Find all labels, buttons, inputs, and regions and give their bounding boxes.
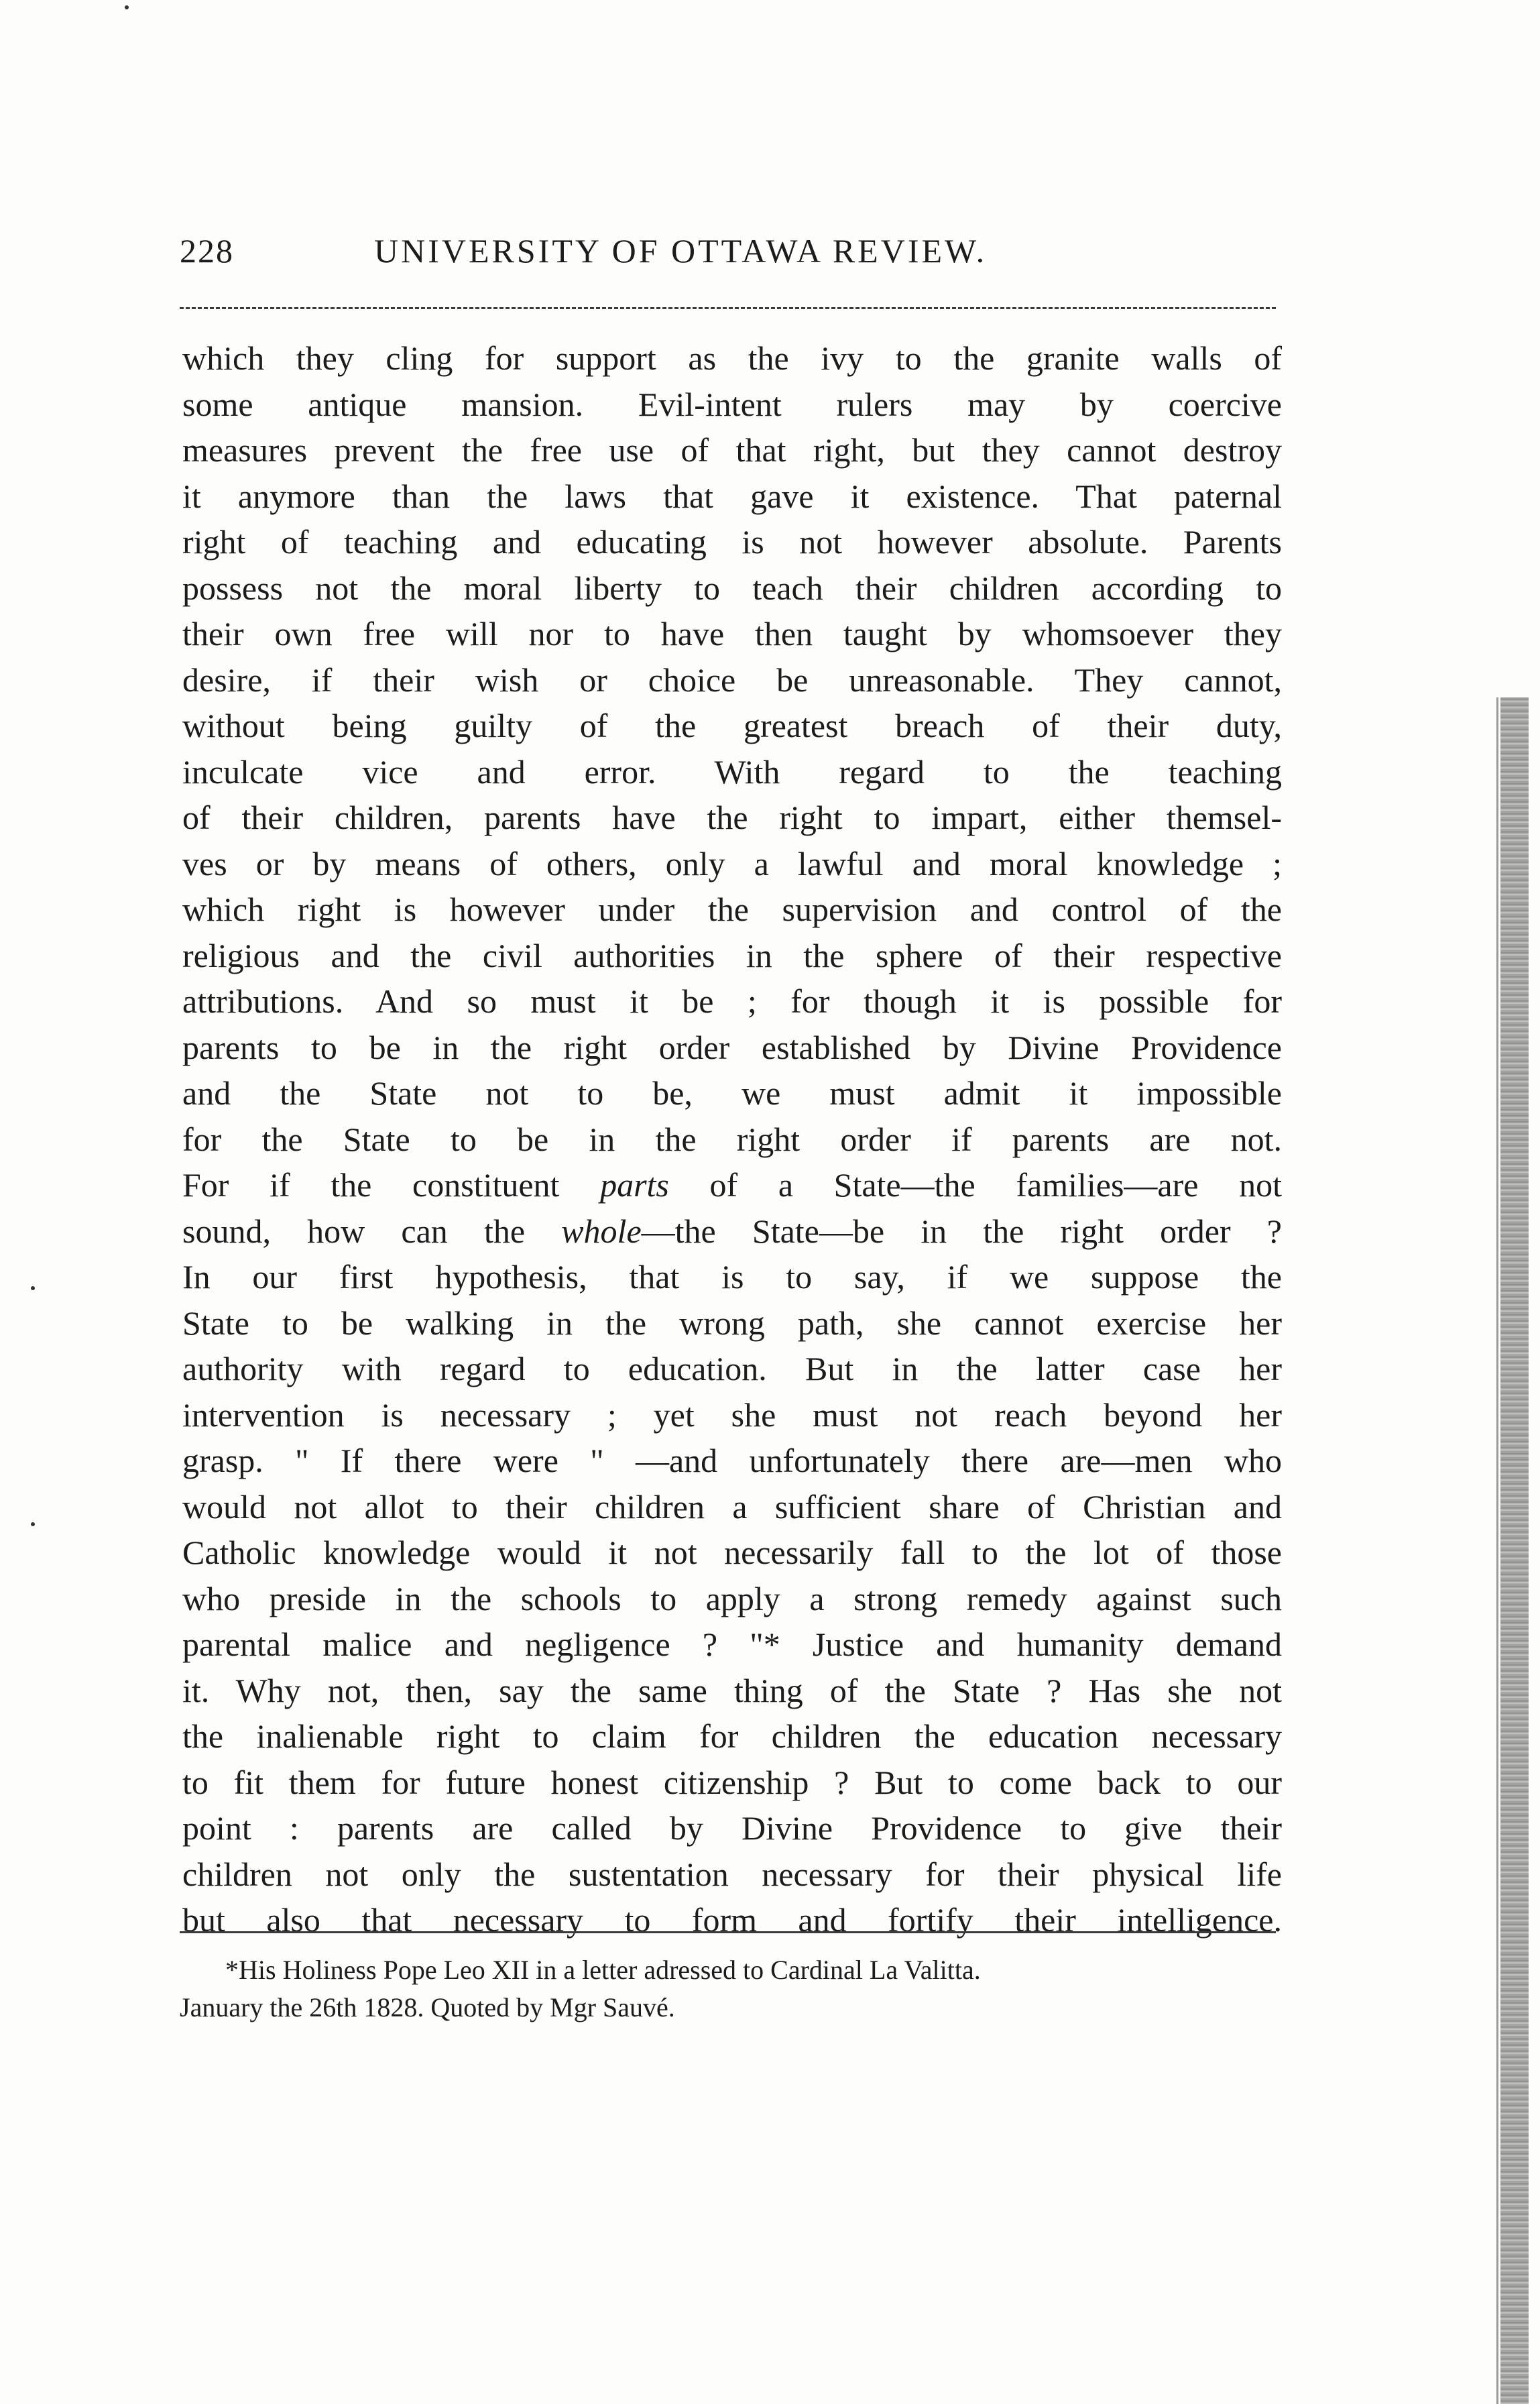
body-line: which they cling for support as the ivy to the granite walls of: [182, 339, 1282, 377]
body-line: measures prevent the free use of that right, but they cannot destroy: [182, 431, 1282, 469]
scan-speck: [31, 1286, 35, 1290]
body-line: would not allot to their children a sufficient share of Christian and: [182, 1487, 1282, 1526]
body-line: and the State not to be, we must admit it impossible: [182, 1074, 1282, 1112]
page-number: 228: [180, 232, 234, 270]
body-line: intervention is necessary ; yet she must not reach beyond her: [182, 1395, 1282, 1434]
body-line: possess not the moral liberty to teach their children according to: [182, 569, 1282, 607]
body-line: it. Why not, then, say the same thing of the State ? Has she not: [182, 1671, 1282, 1709]
body-line: desire, if their wish or choice be unreasonable. They cannot,: [182, 661, 1282, 699]
body-line: State to be walking in the wrong path, she cannot exercise her: [182, 1304, 1282, 1342]
body-line: the inalienable right to claim for children the education necessary: [182, 1717, 1282, 1755]
body-line: it anymore than the laws that gave it existence. That paternal: [182, 477, 1282, 515]
body-line: without being guilty of the greatest breach of their duty,: [182, 707, 1282, 744]
body-line: parents to be in the right order established by Divine Providence: [182, 1028, 1282, 1066]
running-title: UNIVERSITY OF OTTAWA REVIEW.: [374, 232, 988, 270]
body-line: ves or by means of others, only a lawful and moral knowledge ;: [182, 844, 1282, 882]
body-line: children not only the sustentation necessary for their physical life: [182, 1855, 1282, 1893]
body-line: parental malice and negligence ? "* Justice and humanity demand: [182, 1625, 1282, 1663]
body-line: point : parents are called by Divine Providence to give their: [182, 1809, 1282, 1847]
scan-speck: [31, 1522, 35, 1526]
body-line: but also that necessary to form and fortify their intelligence.: [182, 1901, 1282, 1939]
page-edge-line: [1496, 697, 1498, 2404]
body-line: some antique mansion. Evil-intent rulers may by coercive: [182, 385, 1282, 423]
body-line: to fit them for future honest citizenship ? But to come back to our: [182, 1763, 1282, 1801]
body-line: who preside in the schools to apply a strong remedy against such: [182, 1579, 1282, 1617]
body-line: For if the constituent parts of a State—the families—are not: [182, 1166, 1282, 1204]
scan-speck: [125, 5, 129, 9]
body-line: right of teaching and educating is not however absolute. Parents: [182, 523, 1282, 561]
body-line: In our first hypothesis, that is to say, if we suppose the: [182, 1258, 1282, 1296]
body-text: [182, 335, 1282, 1943]
italic-word: parts: [600, 1166, 669, 1204]
footnote-line: January the 26th 1828. Quoted by Mgr Sauvé.: [180, 1992, 675, 2022]
body-line: authority with regard to education. But in the latter case her: [182, 1350, 1282, 1387]
footnote-line: *His Holiness Pope Leo XII in a letter adressed to Cardinal La Valitta.: [225, 1955, 981, 1985]
body-line: grasp. " If there were " —and unfortunately there are—men who: [182, 1442, 1282, 1479]
italic-word: whole: [561, 1212, 642, 1250]
body-line: their own free will nor to have then taught by whomsoever they: [182, 615, 1282, 652]
page-header: [180, 231, 1286, 285]
body-line: Catholic knowledge would it not necessarily fall to the lot of those: [182, 1534, 1282, 1571]
body-line: for the State to be in the right order if parents are not.: [182, 1120, 1282, 1158]
page-edge-strip: [1500, 697, 1529, 2404]
footnote-rule: [180, 1931, 1276, 1933]
body-line: of their children, parents have the right to impart, either themsel-: [182, 799, 1282, 836]
header-rule: [180, 307, 1276, 309]
body-line: which right is however under the supervision and control of the: [182, 891, 1282, 928]
body-line: sound, how can the whole—the State—be in the right order ?: [182, 1212, 1282, 1250]
body-line: religious and the civil authorities in the sphere of their respective: [182, 936, 1282, 974]
body-line: inculcate vice and error. With regard to the teaching: [182, 752, 1282, 791]
footnote: [180, 1951, 1286, 2026]
body-line: attributions. And so must it be ; for though it is possible for: [182, 982, 1282, 1020]
